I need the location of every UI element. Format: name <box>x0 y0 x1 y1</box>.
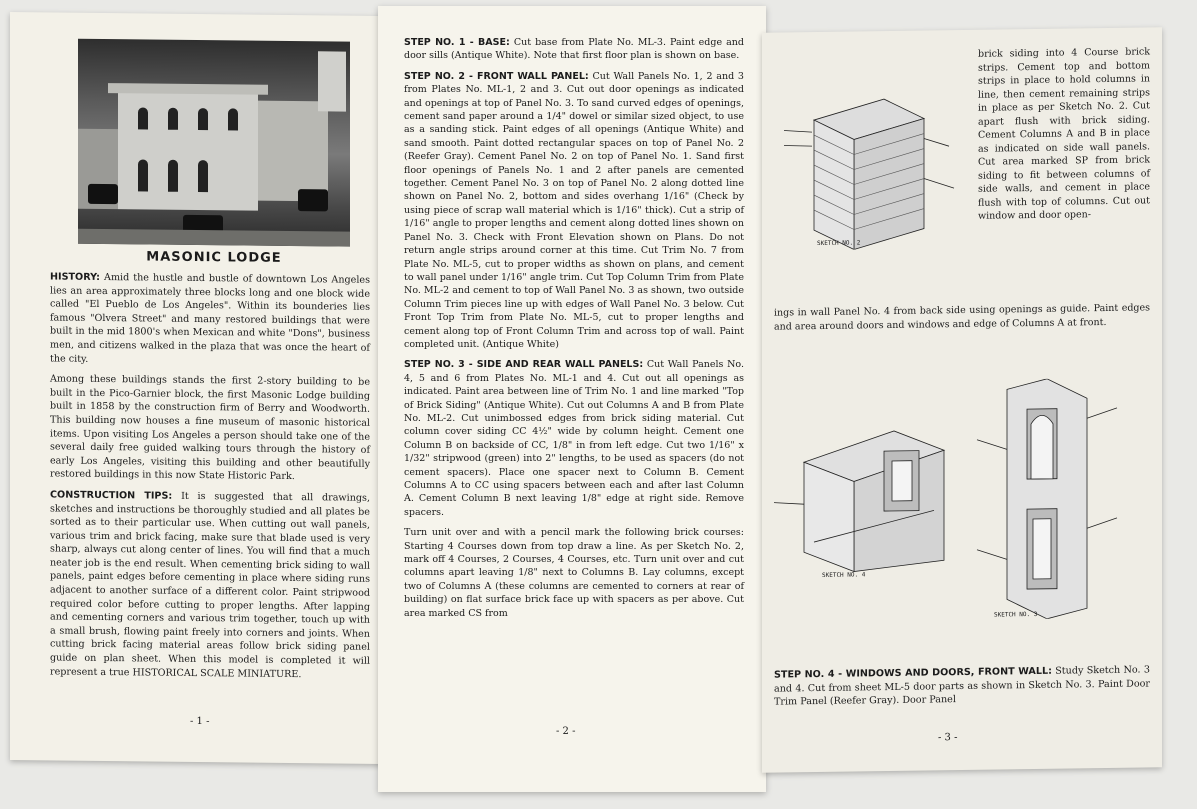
page-3 <box>762 27 1162 773</box>
history-text: Amid the hustle and bustle of downtown Los Angeles lies an area approximately three blocks long and one block wide called "El Pueblo de Los Angeles". Within its bounderies lies famous "Olvera Street" and many restored buildings that were built in the mid 1800's when Mexican and white "Dons", business men, and citizens walked in the plaza that was once the heart of the city. <box>50 272 370 365</box>
wide-text: ings in wall Panel No. 4 from back side using openings as guide. Paint edges and area around doors and windows and edge of Columns A at front. <box>774 302 1150 333</box>
page-number-2: - 2 - <box>556 726 576 737</box>
page-1 <box>10 12 382 764</box>
page-number-1: - 1 - <box>190 715 210 728</box>
history-heading: HISTORY: <box>50 271 101 283</box>
steps-section <box>404 36 744 627</box>
sketch-4-label: SKETCH NO. 4 <box>822 571 866 579</box>
sketch-2-drawing <box>774 78 974 251</box>
tips-heading: CONSTRUCTION TIPS: <box>50 489 173 502</box>
page-number-3: - 3 - <box>938 732 958 744</box>
turn-unit-para: Turn unit over and with a pencil mark the following brick courses: Starting 4 Courses down from top draw a line. As per Sketch No. 2, mark off 4 Courses, 2 Courses, 4 Courses, etc. Turn unit over and cut columns apart leaving 1/8" next to Columns B. Lay columns, except two of Columns A (these columns are cemented to corners at rear of building) on flat surface brick face up with spacers as per above. Cut area marked CS from <box>404 527 744 619</box>
step1-text: Cut base from Plate No. ML-3. Paint edge and door sills (Antique White). Note that first floor plan is shown on base. <box>404 37 744 62</box>
step1-heading: STEP NO. 1 - BASE: <box>404 37 510 48</box>
masonic-lodge-photo <box>78 39 350 247</box>
sketch-3-label: SKETCH NO. 3 <box>994 610 1038 619</box>
column-text: brick siding into 4 Course brick strips. Cement top and bottom strips in place to hold columns in line, then cement remaining strips in place as per Sketch No. 2. Cut apart flush with brick siding. Cement Columns A and B in place as indicated on side wall panels. Cut area marked SP from brick siding to fit between columns of side walls, and cement in place flush with top of columns. Cut out window and door open- <box>978 46 1150 222</box>
step3-text: Cut Wall Panels No. 4, 5 and 6 from Plates No. ML-1 and 4. Cut out all openings as indicated. Paint area between line of Trim No. 1 and line marked "Top of Brick Siding" (Antique White). Cut out Columns A and B from Plate No. ML-2. Cut unimbossed edges from brick siding material. Cut column cover siding CC 4½" wide by column height. Cement one Column B on backside of CC, 1/8" in from left edge. Cut two 1/16" x 1/32" stripwood (green) into 2" lengths, to be used as spacers (do not cement spacers). Place one spacer next to Column B. Cement Columns A to CC using spacers between each and after last Column A. Cement Column B next leaving 1/8" edge at right side. Remove spacers. <box>404 359 744 518</box>
step2-heading: STEP NO. 2 - FRONT WALL PANEL: <box>404 70 589 82</box>
step3-heading: STEP NO. 3 - SIDE AND REAR WALL PANELS: <box>404 359 644 371</box>
step4-heading: STEP NO. 4 - WINDOWS AND DOORS, FRONT WALL: <box>774 665 1052 681</box>
photo-caption: MASONIC LODGE <box>146 249 282 266</box>
step4-text: Study Sketch No. 3 and 4. Cut from sheet ML-5 door parts as shown in Sketch No. 3. Paint Door Trim Panel (Reefer Gray). Door Panel <box>774 664 1150 708</box>
history-para-2: Among these buildings stands the first 2-story building to be built in the Pico-Garnier block, the first Masonic Lodge building built in 1858 by the construction firm of Berry and Woodworth. This building now houses a fine museum of masonic historical items. Upon visiting Los Angeles a person should take one of the several daily free guided walking tours through the history of early Los Angeles, visiting this building and other beautifully restored buildings in this now State Historic Park. <box>50 373 370 483</box>
page-2 <box>378 6 766 792</box>
history-section <box>50 270 370 689</box>
sketch-3-drawing <box>967 377 1157 620</box>
sketch-2-label: SKETCH NO. 2 <box>817 239 861 248</box>
sketch-4-drawing <box>774 390 974 583</box>
tips-text: It is suggested that all drawings, sketches and instructions be thoroughly studied and all plates be sorted as to their particular use. When cutting out wall panels, various trim and brick facing, make sure that blade used is very sharp, always cut along center of lines. You will find that a much neater job is the end result. When cementing brick siding to wall panels, paint edges before cementing in place where siding runs adjacent to another surface of a different color. Paint stripwood required color before cutting to proper lengths. After lapping and cementing corners and various trim together, touch up with a small brush, flowing paint freely into corners and joints. When cutting brick facing material areas follow brick siding panel guide on plan sheet. When this model is completed it will represent a true HISTORICAL SCALE MINIATURE. <box>50 490 370 680</box>
step4-section <box>774 663 1150 709</box>
step2-text: Cut Wall Panels No. 1, 2 and 3 from Plates No. ML-1, 2 and 3. Cut out door openings as indicated and openings at top of Panel No. 3. To sand curved edges of openings, cement sand paper around a 1/4" dowel or similar sized object, to use as a sanding stick. Paint edges of all openings (Antique White) and sand smooth. Paint dotted rectangular spaces on top of Panel No. 2 (Reefer Gray). Cement Panel No. 2 on top of Panel No. 1. Sand first floor openings of Panels No. 1 and 2 after panels are cemented together. Cement Panel No. 3 on top of Panel No. 2 along dotted line shown on Panel No. 2, bottom and sides overhang 1/16" (Check by using piece of scrap wall material which is 1/16" thick). Cut a strip of 1/16" angle to proper lengths and cement along dotted lines shown on Panel No. 3. Check with Front Elevation shown on Plans. Do not return angle strips around corner at this time. Cut Trim No. 7 from Plate No. ML-5, cut to proper widths as shown on plans, and cement to wall panel under 1/16" angle trim. Cut Top Column Trim from Plate No. ML-2 and cement to top of Wall Panel No. 3 as shown, two outside Column Trim pieces line up with edges of Wall Panel No. 3 below. Cut Front Top Trim from Plate No. ML-5, cut to proper lengths and cement along top of Front Column Trim and across top of wall. Paint completed unit. (Antique White) <box>404 70 744 350</box>
